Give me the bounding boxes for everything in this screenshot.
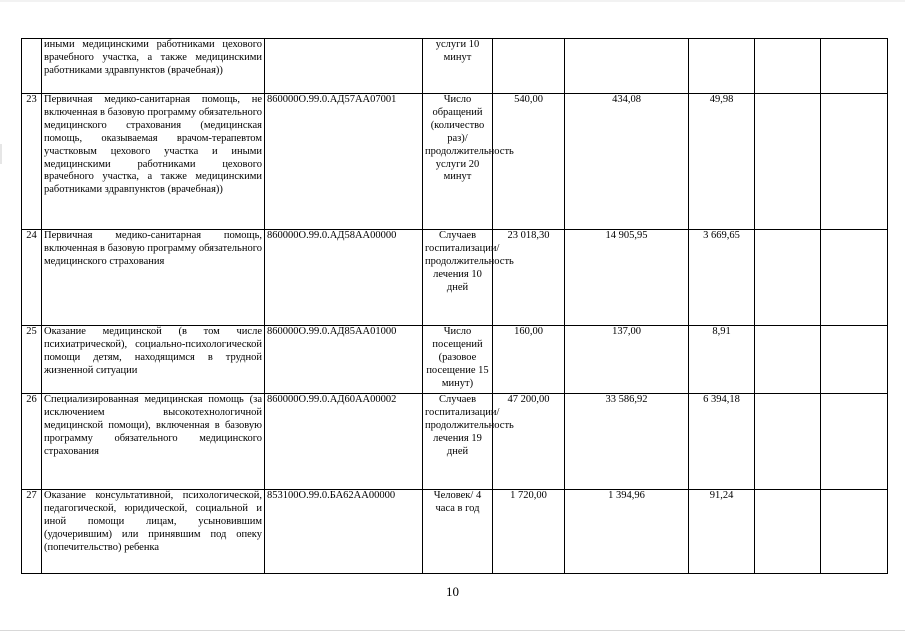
registry-code: 860000О.99.0.АД57АА07001 (265, 94, 423, 230)
service-name: иными медицинскими работниками цехового врачебного участка, а также медицинскими работниками здравпунктов (врачебная)) (42, 39, 265, 94)
row-number: 27 (22, 490, 42, 574)
registry-code: 860000О.99.0.АД58АА00000 (265, 230, 423, 326)
empty-cell (821, 326, 888, 394)
value-3: 6 394,18 (689, 394, 755, 490)
empty-cell (755, 326, 821, 394)
unit-of-measure: Человек/ 4 часа в год (423, 490, 493, 574)
table-row (22, 490, 888, 574)
empty-cell (821, 230, 888, 326)
value-1: 540,00 (493, 94, 565, 230)
service-name: Первичная медико-санитарная помощь, не включенная в базовую программу обязательного медицинского страхования (медицинская помощь, оказываемая врачом-терапевтом участковым цехового участка и иными медицинскими работниками цехового врачебного участка, а также медицинскими работниками здравпунктов (врачебная)) (42, 94, 265, 230)
unit-of-measure: Случаев госпитализации/продолжительность лечения 19 дней (423, 394, 493, 490)
service-name: Оказание консультативной, психологической, педагогической, юридической, социальной и иной помощи лицам, усыновившим (удочерившим) или принявшим под опеку (попечительство) ребенка (42, 490, 265, 574)
value-3: 49,98 (689, 94, 755, 230)
page-number: 10 (446, 584, 459, 599)
table-row (22, 394, 888, 490)
service-name: Специализированная медицинская помощь (за исключением высокотехнологичной медицинской помощи), включенная в базовую программу обязательного медицинского страхования (42, 394, 265, 490)
value-3: 8,91 (689, 326, 755, 394)
empty-cell (755, 490, 821, 574)
empty-cell (821, 394, 888, 490)
unit-of-measure: Число обращений (количество раз)/ продолжительность услуги 20 минут (423, 94, 493, 230)
row-number: 25 (22, 326, 42, 394)
value-1 (493, 39, 565, 94)
unit-of-measure: Число посещений (разовое посещение 15 минут) (423, 326, 493, 394)
table-row (22, 230, 888, 326)
scan-artifact-top (0, 0, 905, 2)
unit-of-measure: услуги 10 минут (423, 39, 493, 94)
value-2: 434,08 (565, 94, 689, 230)
value-2 (565, 39, 689, 94)
table-row (22, 326, 888, 394)
registry-code (265, 39, 423, 94)
value-2: 1 394,96 (565, 490, 689, 574)
service-name: Первичная медико-санитарная помощь, включенная в базовую программу обязательного медицинского страхования (42, 230, 265, 326)
services-table (21, 38, 888, 574)
empty-cell (755, 394, 821, 490)
registry-code: 860000О.99.0.АД85АА01000 (265, 326, 423, 394)
table-row (22, 94, 888, 230)
value-2: 33 586,92 (565, 394, 689, 490)
value-3: 91,24 (689, 490, 755, 574)
value-1: 47 200,00 (493, 394, 565, 490)
service-name: Оказание медицинской (в том числе психиатрической), социально-психологической помощи детям, находящимся в трудной жизненной ситуации (42, 326, 265, 394)
scan-artifact-bottom (0, 630, 905, 631)
value-1: 1 720,00 (493, 490, 565, 574)
value-2: 14 905,95 (565, 230, 689, 326)
empty-cell (755, 39, 821, 94)
row-number: 26 (22, 394, 42, 490)
row-number: 24 (22, 230, 42, 326)
value-2: 137,00 (565, 326, 689, 394)
empty-cell (755, 230, 821, 326)
value-3: 3 669,65 (689, 230, 755, 326)
registry-code: 860000О.99.0.АД60АА00002 (265, 394, 423, 490)
empty-cell (821, 490, 888, 574)
unit-of-measure: Случаев госпитализации/продолжительность лечения 10 дней (423, 230, 493, 326)
row-number (22, 39, 42, 94)
value-1: 160,00 (493, 326, 565, 394)
empty-cell (755, 94, 821, 230)
registry-code: 853100О.99.0.БА62АА00000 (265, 490, 423, 574)
empty-cell (821, 39, 888, 94)
row-number: 23 (22, 94, 42, 230)
scan-artifact-left (0, 144, 2, 164)
value-1: 23 018,30 (493, 230, 565, 326)
empty-cell (821, 94, 888, 230)
table-row (22, 39, 888, 94)
value-3 (689, 39, 755, 94)
